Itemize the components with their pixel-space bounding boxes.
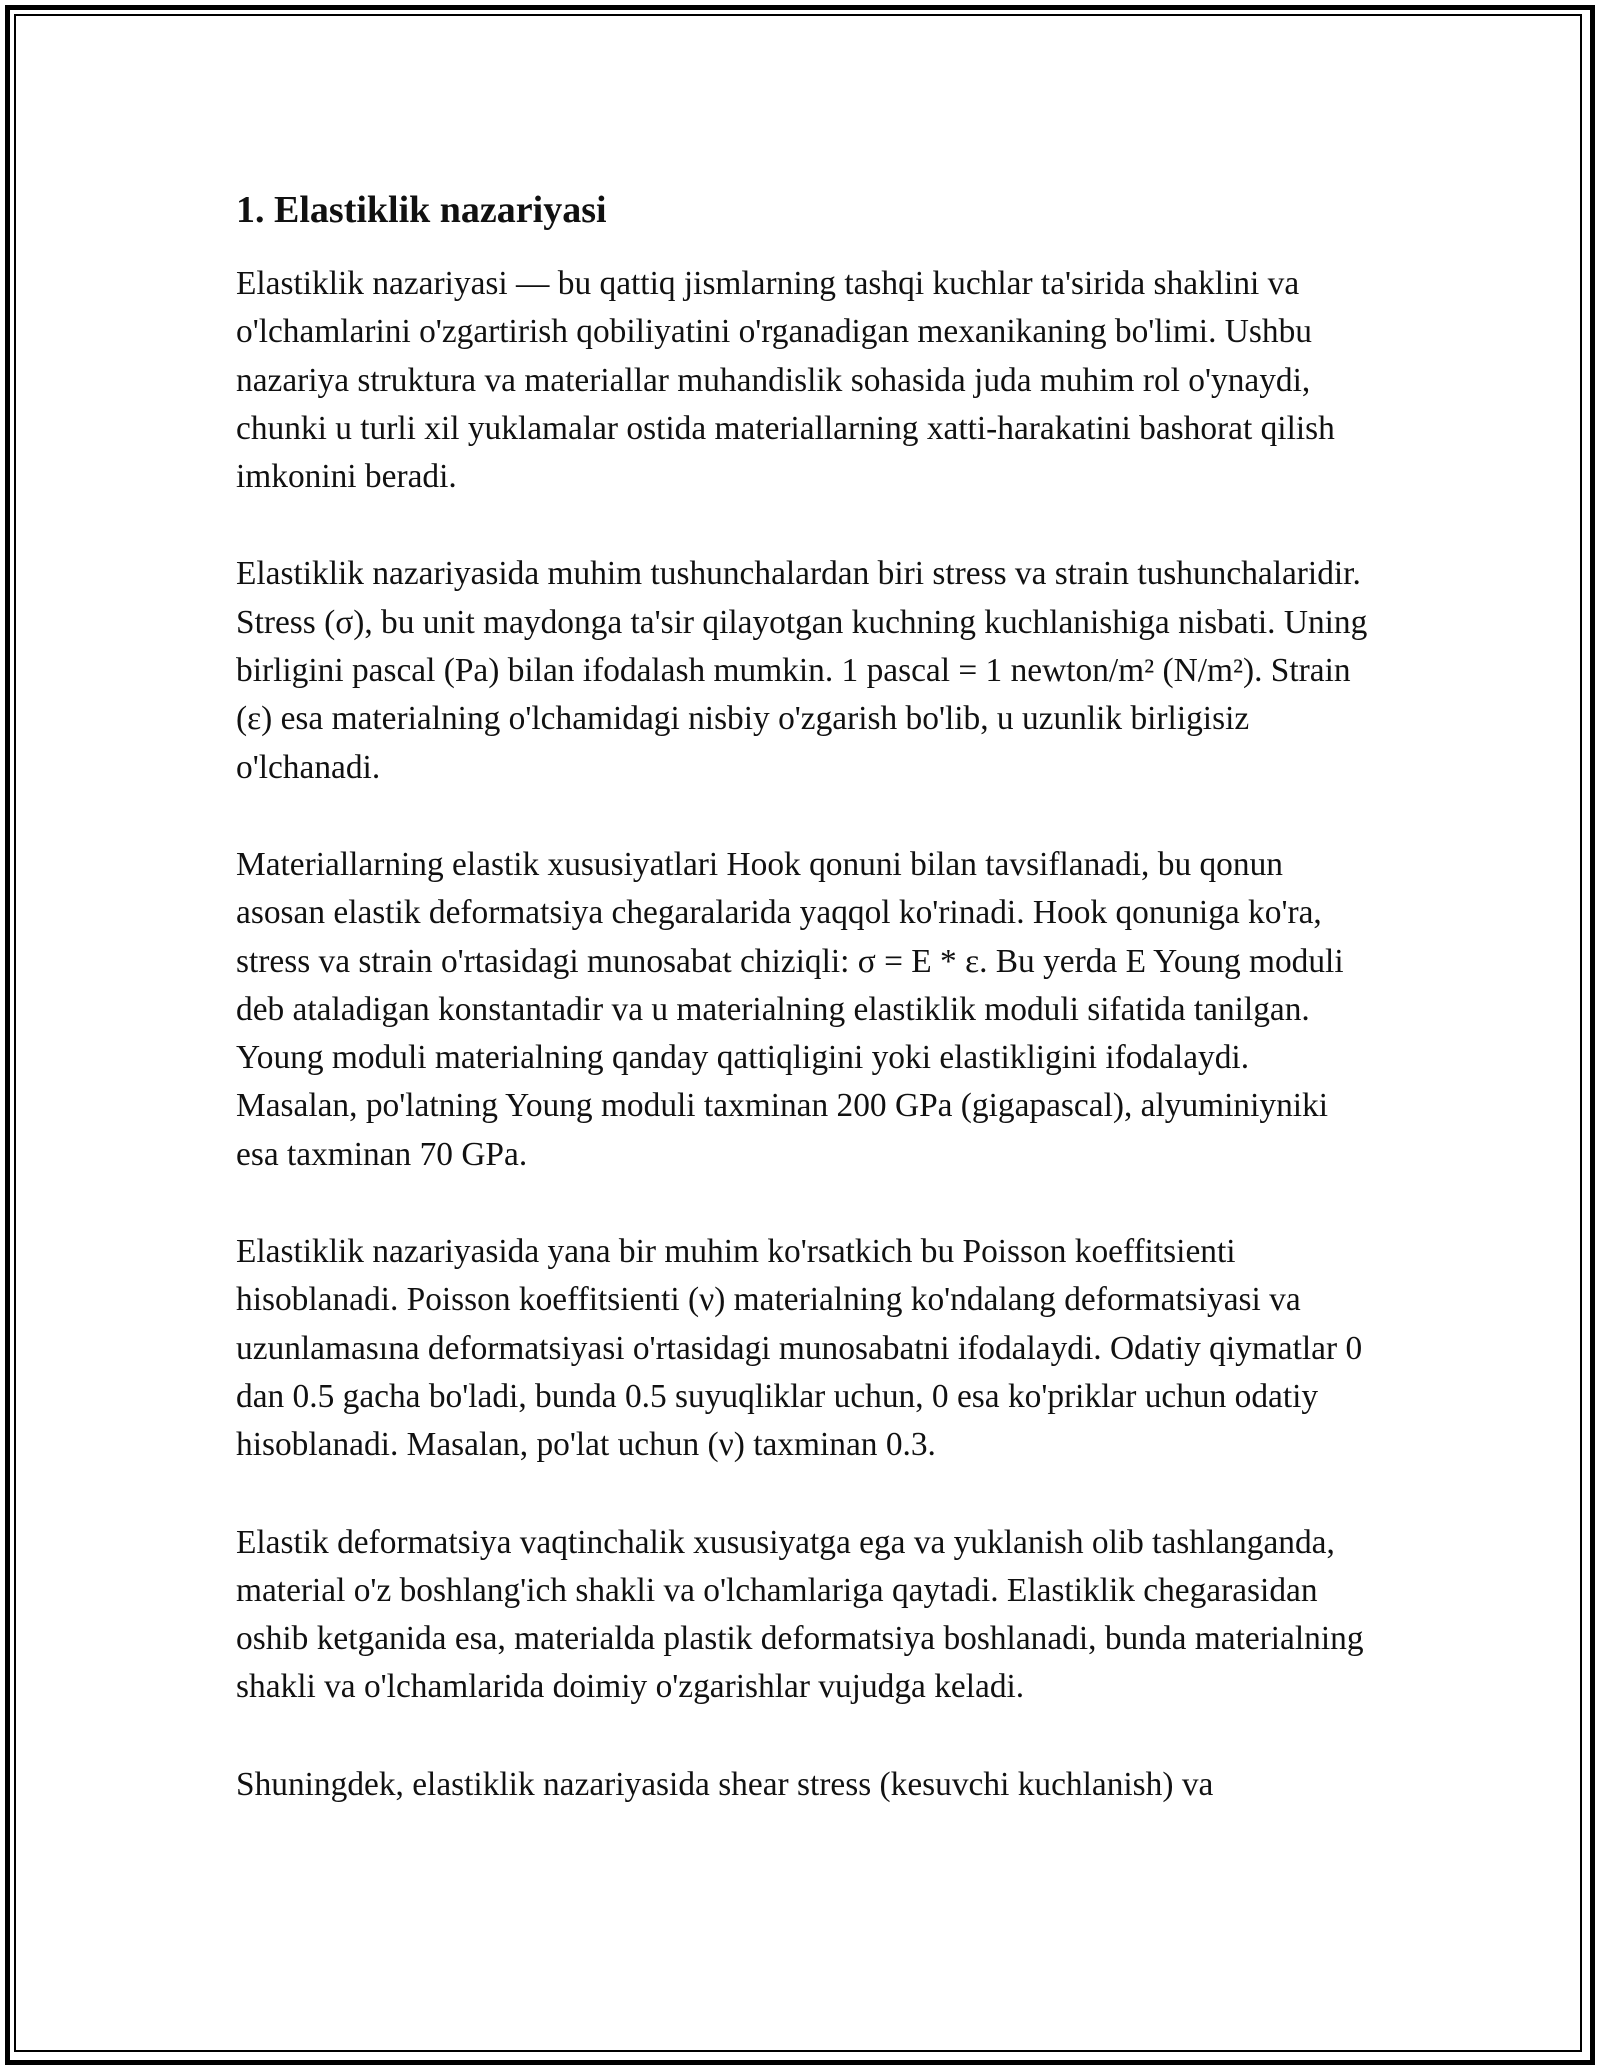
paragraph-stress-strain: Elastiklik nazariyasida muhim tushunchalardan biri stress va strain tushunchalaridir. Stress (σ), bu unit maydonga ta'sir qilayotgan kuchning kuchlanishiga nisbati. Uning birligini pascal (Pa) bilan ifodalash mumkin. 1 pascal = 1 newton/m² (N/m²). Strain (ε) esa materialning o'lchamidagi nisbiy o'zgarish bo'lib, u uzunlik birligisiz o'lchanadi. [236,555,1368,786]
paragraph-shear-stress: Shuningdek, elastiklik nazariyasida shear stress (kesuvchi kuchlanish) va [236,1765,1214,1803]
section-heading: 1. Elastiklik nazariyasi [236,189,607,231]
document-body [236,186,1376,1858]
paragraph-intro: Elastiklik nazariyasi — bu qattiq jismlarning tashqi kuchlar ta'sirida shaklini va o'lchamlarini o'zgartirish qobiliyatini o'rganadigan mexanikaning bo'limi. Ushbu nazariya struktura va materiallar muhandislik sohasida juda muhim rol o'ynaydi, chunki u turli xil yuklamalar ostida materiallarning xatti-harakatini bashorat qilish imkonini beradi. [236,265,1335,496]
paragraph-poisson: Elastiklik nazariyasida yana bir muhim ko'rsatkich bu Poisson koeffitsienti hisoblanadi. Poisson koeffitsienti (ν) materialning ko'ndalang deformatsiyasi va uzunlamasına deformatsiyasi o'rtasidagi munosabatni ifodalaydi. Odatiy qiymatlar 0 dan 0.5 gacha bo'ladi, bunda 0.5 suyuqliklar uchun, 0 esa ko'priklar uchun odatiy hisoblanadi. Masalan, po'lat uchun (ν) taxminan 0.3. [236,1233,1363,1464]
paragraph-elastic-deformation: Elastik deformatsiya vaqtinchalik xususiyatga ega va yuklanish olib tashlanganda, material o'z boshlang'ich shakli va o'lchamlariga qaytadi. Elastiklik chegarasidan oshib ketganida esa, materialda plastik deformatsiya boshlanadi, bunda materialning shakli va o'lchamlarida doimiy o'zgarishlar vujudga keladi. [236,1523,1364,1706]
paragraph-hooke-law: Materiallarning elastik xususiyatlari Hook qonuni bilan tavsiflanadi, bu qonun asosan elastik deformatsiya chegaralarida yaqqol ko'rinadi. Hook qonuniga ko'ra, stress va strain o'rtasidagi munosabat chiziqli: σ = E * ε. Bu yerda E Young moduli deb ataladigan konstantadir va u materialning elastiklik moduli sifatida tanilgan. Young moduli materialning qanday qattiqligini yoki elastikligini ifodalaydi. Masalan, po'latning Young moduli taxminan 200 GPa (gigapascal), alyuminiyniki esa taxminan 70 GPa. [236,845,1344,1173]
